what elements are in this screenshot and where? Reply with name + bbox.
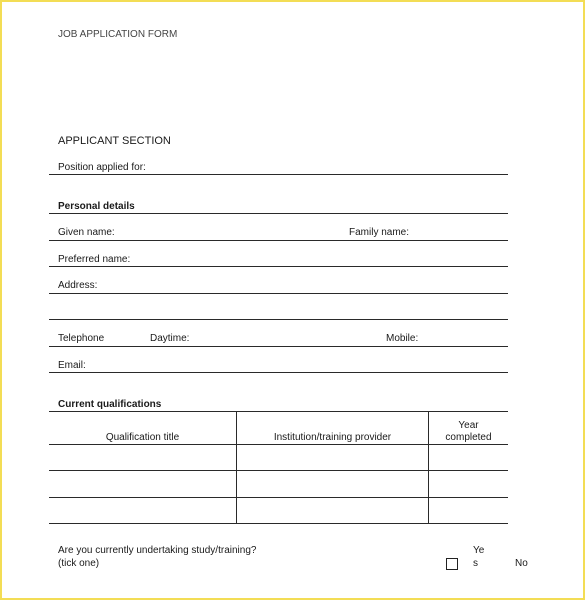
header-qualification-title: Qualification title [105, 432, 180, 443]
header-institution: Institution/training provider [273, 432, 392, 443]
given-name-label: Given name: [58, 227, 115, 238]
personal-details-heading: Personal details [58, 201, 135, 212]
yes-label-line-1: Ye [473, 545, 485, 556]
table-cell[interactable] [237, 471, 428, 497]
table-cell[interactable] [237, 498, 428, 523]
personal-details-rule [49, 213, 508, 214]
qualifications-heading: Current qualifications [58, 399, 162, 410]
header-year-line-2: completed [445, 432, 492, 443]
mobile-label: Mobile: [386, 333, 419, 344]
study-question: Are you currently undertaking study/training? [58, 545, 257, 556]
yes-checkbox[interactable] [446, 558, 458, 570]
no-label: No [515, 558, 528, 569]
family-name-label: Family name: [349, 227, 410, 238]
document-title: JOB APPLICATION FORM [58, 29, 178, 40]
daytime-label: Daytime: [150, 333, 190, 344]
tick-one-note: (tick one) [58, 558, 100, 569]
table-top-rule [49, 411, 508, 412]
address-line-2[interactable] [49, 319, 508, 320]
telephone-label: Telephone [58, 333, 105, 344]
table-cell[interactable] [50, 471, 236, 497]
yes-label-line-2: s [473, 558, 478, 569]
table-cell[interactable] [429, 471, 508, 497]
table-cell[interactable] [50, 498, 236, 523]
name-line[interactable] [49, 240, 508, 241]
address-label: Address: [58, 280, 98, 291]
applicant-section-heading: APPLICANT SECTION [58, 135, 171, 147]
email-line[interactable] [49, 372, 508, 373]
position-applied-label: Position applied for: [58, 162, 146, 173]
email-label: Email: [58, 360, 86, 371]
preferred-name-line[interactable] [49, 266, 508, 267]
table-bottom-rule [49, 523, 508, 524]
header-year-line-1: Year [458, 420, 479, 431]
preferred-name-label: Preferred name: [58, 254, 131, 265]
table-cell[interactable] [237, 445, 428, 470]
telephone-line[interactable] [49, 346, 508, 347]
table-cell[interactable] [50, 445, 236, 470]
position-applied-line[interactable] [49, 174, 508, 175]
address-line-1[interactable] [49, 293, 508, 294]
table-cell[interactable] [429, 445, 508, 470]
table-cell[interactable] [429, 498, 508, 523]
